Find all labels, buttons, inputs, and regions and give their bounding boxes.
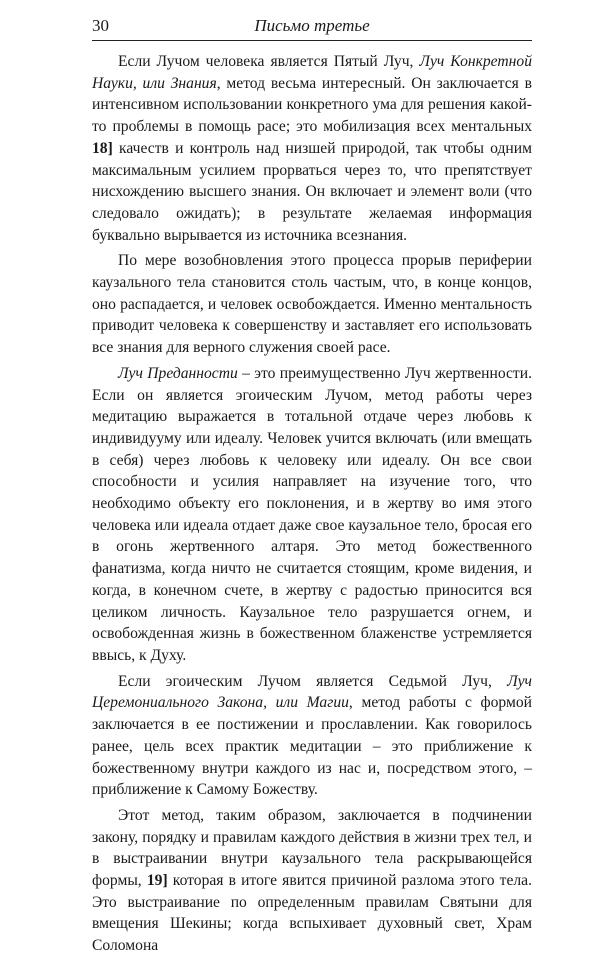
italic-phrase: Луч Церемониального Закона, или Магии	[92, 672, 532, 712]
text-run: , метод работы с формой заключается в ее постижении и прославлении. Как говорилось ранее, цель всех практик медитации – это приближение к божественному внутри каждого из нас и, посредством этого, – приближение к Самому Божеству.	[92, 694, 532, 799]
text-run: качеств и контроль над низшей природой, так чтобы одним максимальным усилием прорваться через то, что препятствует нисхождению высшего знания. Он включает и элемент воли (что следовало ожидать); в результате желаемая информация буквально вырывается из источника всезнания.	[92, 139, 532, 244]
paragraph	[92, 671, 532, 801]
text-run: По мере возобновления этого процесса прорыв периферии каузального тела становится столь частым, что, в конце концов, оно распадается, и человек освобождается. Именно ментальность приводит человека к совершенству и заставляет его использовать все знания для верного служения своей расе.	[92, 252, 532, 357]
paragraph	[92, 363, 532, 667]
paragraph	[92, 250, 532, 359]
italic-phrase: Луч Конкретной Науки, или Знания	[92, 53, 532, 92]
running-title: Письмо третье	[254, 16, 370, 35]
text-run: Если эгоическим Лучом является Седьмой Луч,	[118, 672, 508, 690]
italic-phrase: Луч Преданности	[118, 364, 238, 382]
text-run: которая в итоге явится причиной разлома этого тела. Это выстраивание по определенным правилам Святыни для вмещения Шекины; когда вспыхивает духовный свет, Храм Соломона	[92, 872, 532, 955]
text-run: Этот метод, таким образом, заключается в подчинении закону, порядку и правилам каждого действия в жизни трех тел, и в выстраивании внутри каузального тела раскрывающейся формы,	[92, 806, 532, 890]
page-marker: 19]	[146, 872, 168, 890]
paragraph	[92, 51, 532, 246]
page-number: 30	[92, 16, 109, 35]
page-body	[92, 51, 532, 957]
text-run: Если Лучом человека является Пятый Луч,	[118, 53, 420, 70]
text-run: , метод весьма интересный. Он заключается в интенсивном использовании конкретного ума для решения какой-то проблемы в помощь расе; это мобилизация всех ментальных	[92, 74, 532, 136]
text-run: – это преимущественно Луч жертвенности. Если он является эгоическим Лучом, метод работы через медитацию выражается в тотальной отдаче через любовь к индивидууму или идеалу. Человек учится включать (или вмещать в себя) через любовь к человеку или идеалу. Он все свои способности и усилия направляет на изучение того, что необходимо объекту его поклонения, и в жертву во имя этого человека или идеала отдает даже свое каузальное тело, бросая его в огонь жертвенного алтаря. Это метод божественного фанатизма, когда ничто не считается стоящим, кроме видения, и когда, в конечном счете, в жертву с радостью приносится вся целиком личность. Каузальное тело разрушается огнем, и освобожденная жизнь в божественном блаженстве устремляется ввысь, к Духу.	[92, 364, 532, 664]
paragraph	[92, 805, 532, 957]
page-header	[92, 14, 532, 41]
page-marker: 18]	[92, 139, 113, 157]
